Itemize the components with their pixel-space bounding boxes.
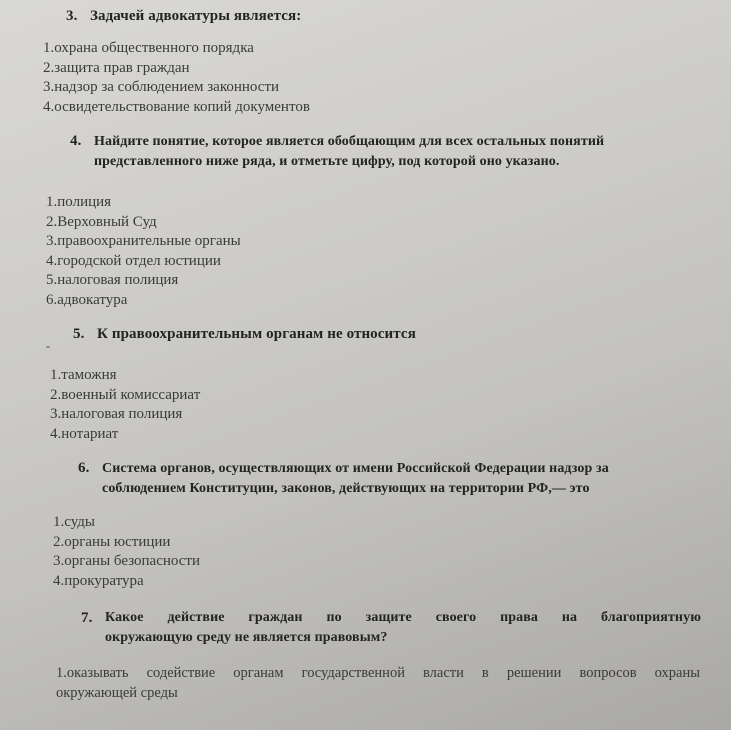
question-text-line1: Найдите понятие, которое является обобщающим для всех остальных понятий	[94, 134, 605, 149]
question-text: К правоохранительным органам не относится	[97, 326, 416, 342]
option: 4.городской отдел юстиции	[46, 252, 221, 269]
question-5-options	[50, 366, 200, 444]
option: 1.таможня	[50, 367, 117, 383]
question-number: 4.	[70, 133, 82, 149]
question-number: 7.	[81, 610, 93, 626]
option: 1.суды	[53, 514, 95, 530]
question-4-options	[46, 193, 241, 310]
option: 2.органы юстиции	[53, 533, 171, 550]
option: 4.освидетельствование копий документов	[43, 98, 310, 115]
question-6-options	[53, 513, 200, 591]
option: 2.Верховный Суд	[46, 213, 157, 230]
option-continuation: окружающей среды	[56, 684, 178, 701]
option: 1.охрана общественного порядка	[43, 40, 254, 56]
option: 4.нотариат	[50, 425, 119, 442]
question-text-line1: Какое действие граждан по защите своего права на благоприятную	[105, 610, 701, 625]
option: 4.прокуратура	[53, 572, 144, 589]
question-6-title	[78, 458, 728, 499]
question-3-title	[66, 6, 301, 26]
question-text-line2: соблюдением Конституции, законов, действующих на территории РФ,— это	[102, 481, 590, 496]
question-text-line2: окружающую среду не является правовым?	[105, 630, 388, 645]
question-7-title	[81, 608, 701, 648]
question-4-title	[70, 131, 730, 172]
option: 3.налоговая полиция	[50, 406, 183, 422]
option: 6.адвокатура	[46, 291, 128, 308]
option: 2.военный комиссариат	[50, 386, 201, 403]
option: 3.правоохранительные органы	[46, 233, 241, 249]
question-number: 5.	[73, 326, 85, 342]
question-7-options	[56, 664, 700, 703]
question-number: 3.	[66, 8, 78, 24]
question-text-line2: представленного ниже ряда, и отметьте цифру, под которой оно указано.	[94, 154, 560, 169]
option: 1.полиция	[46, 194, 112, 210]
option: 2.защита прав граждан	[43, 59, 190, 76]
option: 3.надзор за соблюдением законности	[43, 79, 280, 95]
option: 3.органы безопасности	[53, 553, 201, 569]
question-number: 6.	[78, 460, 90, 476]
question-5-title	[73, 324, 416, 344]
question-text-line1: Система органов, осуществляющих от имени Российской Федерации надзор за	[102, 461, 609, 476]
option: 5.налоговая полиция	[46, 272, 179, 288]
question-text: Задачей адвокатуры является:	[90, 8, 302, 24]
stray-dash: -	[46, 339, 50, 353]
option: 1.оказывать содействие органам государственной власти в решении вопросов охраны	[56, 665, 700, 681]
question-3-options	[43, 39, 310, 117]
